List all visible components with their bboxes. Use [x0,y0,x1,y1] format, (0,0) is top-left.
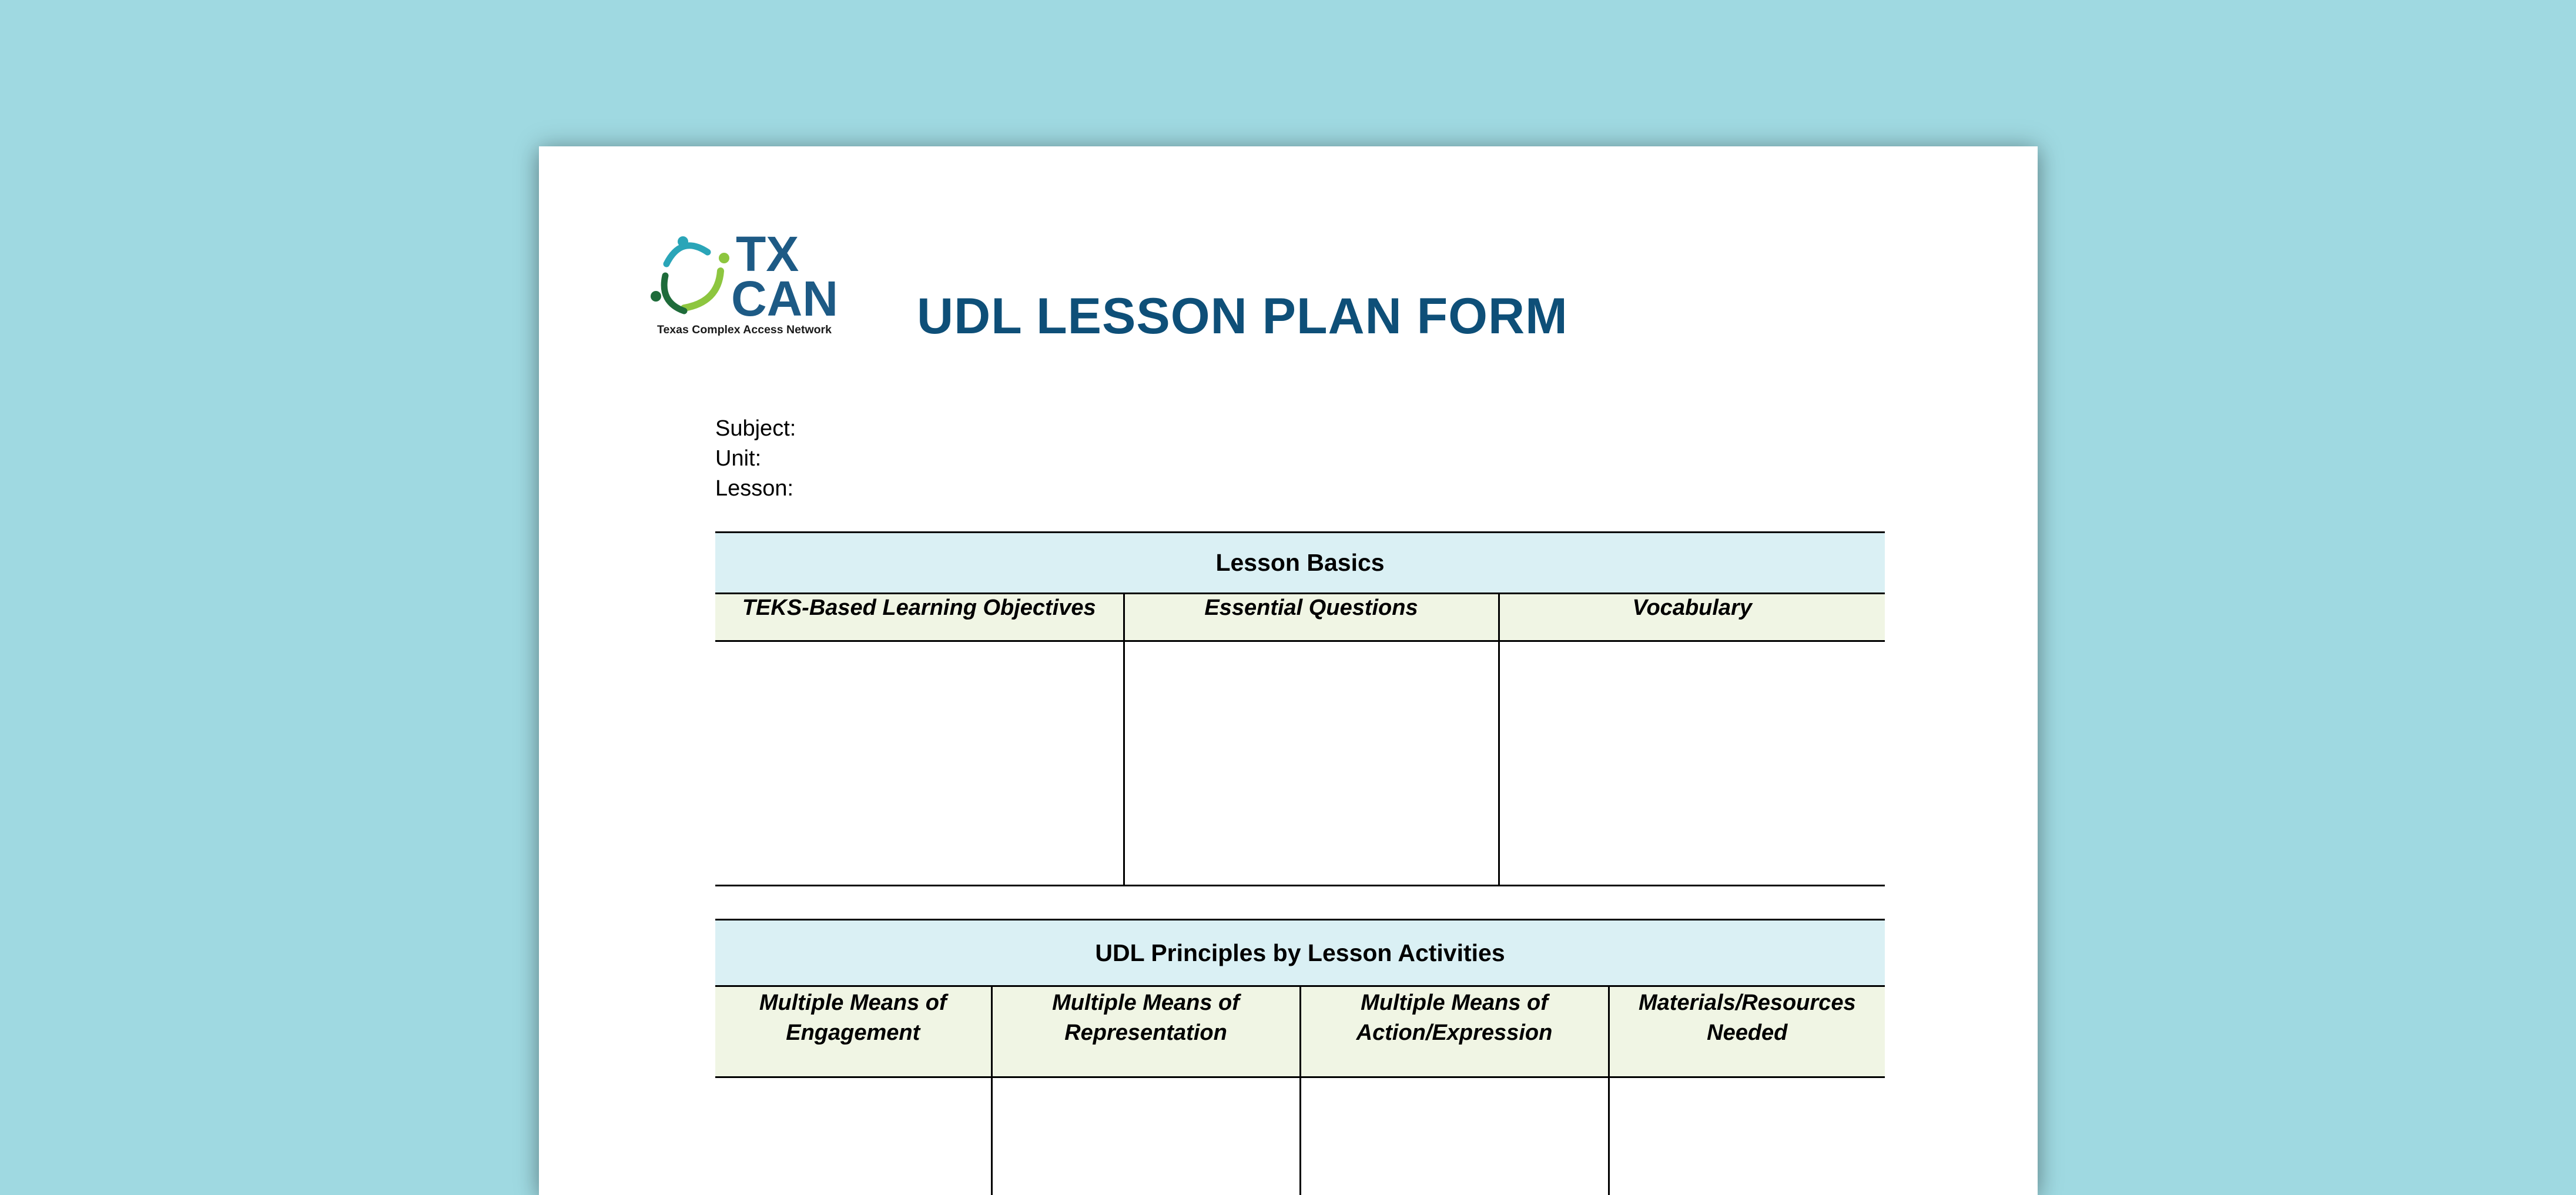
column-header-materials-resources [1609,986,1885,1077]
vocabulary-cell[interactable] [1499,641,1885,886]
lesson-meta-fields [715,414,796,504]
page-title: UDL LESSON PLAN FORM [917,288,1568,344]
logo-figure-arm-green [664,276,684,311]
udl-principles-header-row [715,920,1885,986]
unit-field-label[interactable]: Unit: [715,446,762,471]
column-header-materials-resources-line1: Materials/Resources [1638,990,1856,1015]
udl-principles-column-headers [715,986,1885,1077]
materials-resources-cell[interactable] [1609,1077,1885,1195]
lesson-basics-heading: Lesson Basics [715,533,1885,594]
udl-principles-entry-row [715,1077,1885,1195]
logo-figure-arm-lime [684,271,721,308]
lesson-field-label[interactable]: Lesson: [715,476,794,501]
engagement-cell[interactable] [715,1077,991,1195]
essential-questions-cell[interactable] [1124,641,1499,886]
lesson-basics-entry-row [715,641,1885,886]
lesson-basics-column-headers [715,594,1885,641]
column-header-action-expression [1300,986,1609,1077]
column-header-representation-line1: Multiple Means of [1052,990,1240,1015]
lesson-basics-header-row [715,533,1885,594]
logo-text-can: CAN [731,271,838,326]
udl-principles-table [715,919,1885,1195]
column-header-representation [991,986,1300,1077]
udl-principles-heading: UDL Principles by Lesson Activities [715,920,1885,986]
logo-text-tx: TX [736,229,799,282]
logo-tagline: Texas Complex Access Network [657,323,832,336]
column-header-essential-questions: Essential Questions [1124,594,1499,641]
txcan-logo [649,229,855,340]
column-header-action-expression-line2: Action/Expression [1356,1020,1553,1045]
column-header-teks-objectives: TEKS-Based Learning Objectives [715,594,1124,641]
action-expression-cell[interactable] [1300,1077,1609,1195]
column-header-engagement-line2: Engagement [786,1020,920,1045]
logo-figure-head-green [651,291,661,302]
logo-figure-arm-teal [666,246,708,264]
logo-figure-head-lime [719,253,729,263]
teks-objectives-cell[interactable] [715,641,1124,886]
representation-cell[interactable] [991,1077,1300,1195]
column-header-engagement [715,986,991,1077]
document-page [539,146,2038,1195]
column-header-engagement-line1: Multiple Means of [759,990,947,1015]
column-header-vocabulary: Vocabulary [1499,594,1885,641]
txcan-logo-graphic [649,229,855,340]
column-header-action-expression-line1: Multiple Means of [1361,990,1548,1015]
column-header-materials-resources-line2: Needed [1707,1020,1788,1045]
subject-field-label[interactable]: Subject: [715,416,796,441]
column-header-representation-line2: Representation [1064,1020,1227,1045]
lesson-basics-table [715,531,1885,886]
